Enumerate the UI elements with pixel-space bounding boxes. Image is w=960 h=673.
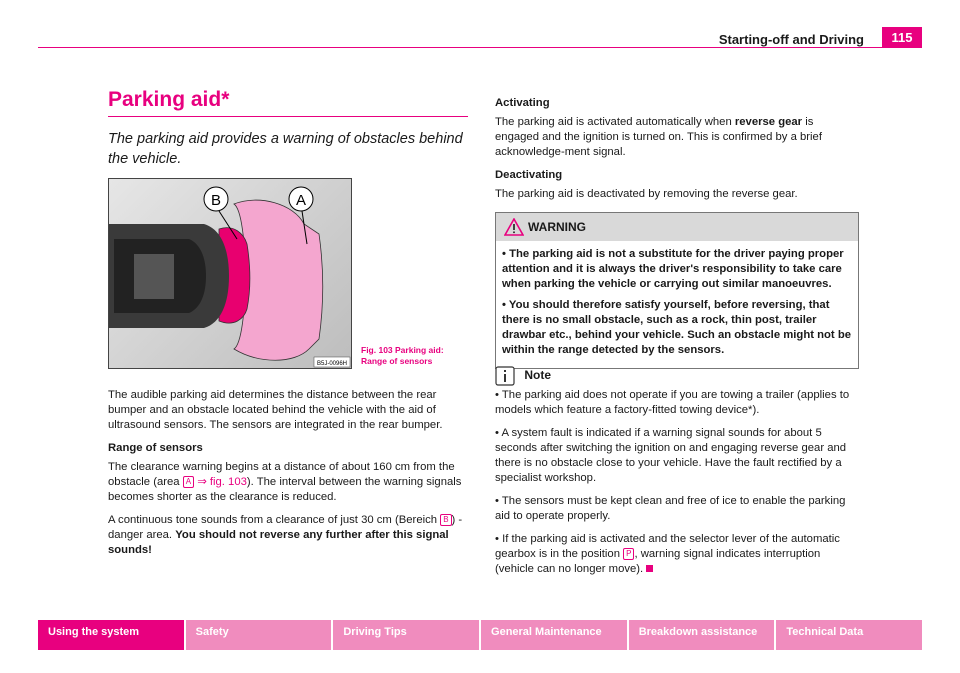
figure-parking-aid xyxy=(108,178,352,369)
note-body xyxy=(495,388,857,585)
section-title: Parking aid* xyxy=(108,88,468,117)
right-body xyxy=(495,96,857,210)
figure-caption-line1: Fig. 103 Parking aid: xyxy=(361,345,444,355)
activating-bold: reverse gear xyxy=(734,116,803,128)
figure-code: B5J-0096H xyxy=(316,361,348,367)
note-item: • The parking aid does not operate if you are towing a trailer (applies to models which feature a factory-fitted towing device*). xyxy=(495,389,850,416)
note-item-text: A system fault is indicated if a warning signal sounds for about 5 seconds after switching the ignition on and engaging reverse gear and there is no obstacle close to your vehicle. Have the fault rectified by a specialist workshop. xyxy=(495,427,847,484)
warning-body xyxy=(496,241,858,368)
warning-box xyxy=(495,212,859,369)
note-item-text: The sensors must be kept clean and free of ice to enable the parking aid to operate properly. xyxy=(495,495,846,522)
page-header-title: Starting-off and Driving xyxy=(718,32,864,47)
section-subtitle: The parking aid provides a warning of obstacles behind the vehicle. xyxy=(108,131,463,167)
note-last-text-2: , warning signal indicates interruption (vehicle can no longer move). xyxy=(495,548,821,575)
continuous-tone-paragraph xyxy=(108,513,468,558)
warning-item-text: You should therefore satisfy yourself, before reversing, that there is no small obstacle, such as a rock, thin post, trailer drawbar etc., behind your vehicle. Such an obstacle might not be within the range detected by the sensors. xyxy=(502,299,852,356)
warning-triangle-icon xyxy=(504,218,524,236)
warning-header xyxy=(496,213,858,241)
cont-text-1: A continuous tone sounds from a clearance of just 30 cm (Bereich xyxy=(108,514,438,526)
activating-heading: Activating xyxy=(495,97,550,109)
label-b: B xyxy=(210,192,222,209)
activating-text-2: is engaged and the ignition is turned on. This is confirmed by a brief acknowledge-ment signal. xyxy=(495,116,822,158)
deactivating-heading: Deactivating xyxy=(495,169,563,181)
fig-reference-link[interactable]: ⇒ fig. 103 xyxy=(197,476,247,488)
tab-breakdown-assistance[interactable]: Breakdown assistance xyxy=(629,620,777,650)
deactivating-paragraph: The parking aid is deactivated by removing the reverse gear. xyxy=(495,188,798,200)
tab-driving-tips[interactable]: Driving Tips xyxy=(333,620,481,650)
label-a: A xyxy=(295,192,307,209)
figure-caption-line2: Range of sensors xyxy=(361,356,433,366)
range-text-2: ). The interval between the warning signals becomes shorter as the clearance is reduced. xyxy=(108,476,462,503)
note-last-text-1: If the parking aid is activated and the selector lever of the automatic gearbox is in the position xyxy=(495,533,840,560)
warning-item: • You should therefore satisfy yourself, before reversing, that there is no small obstacle, such as a rock, thin post, trailer drawbar etc., behind your vehicle. Such an obstacle might not be within the range detected by the sensors. xyxy=(502,299,852,356)
note-item: • The sensors must be kept clean and free of ice to enable the parking aid to operate properly. xyxy=(495,495,846,522)
tab-general-maintenance[interactable]: General Maintenance xyxy=(481,620,629,650)
range-paragraph xyxy=(108,460,468,505)
figure-caption xyxy=(361,345,444,367)
position-p-chip: P xyxy=(623,548,634,560)
page-number: 115 xyxy=(882,27,922,48)
warning-item-text: The parking aid is not a substitute for the driver paying proper attention and it is always the driver's responsibility to take care when parking the vehicle or carrying out similar manoeuvres. xyxy=(502,248,844,290)
note-header xyxy=(495,364,551,386)
note-item: • A system fault is indicated if a warning signal sounds for about 5 seconds after switching the ignition on and engaging reverse gear and there is no obstacle close to your vehicle. Have the fault rectified by a specialist workshop. xyxy=(495,427,847,484)
footer-nav xyxy=(38,620,922,650)
area-b-chip: B xyxy=(440,514,451,526)
warning-title: WARNING xyxy=(528,220,586,234)
tab-safety[interactable]: Safety xyxy=(186,620,334,650)
end-marker-icon xyxy=(646,565,653,572)
left-column-heading xyxy=(108,88,468,169)
note-item-text: The parking aid does not operate if you are towing a trailer (applies to models which feature a factory-fitted towing device*). xyxy=(495,389,850,416)
tab-using-the-system[interactable]: Using the system xyxy=(38,620,186,650)
parking-aid-illustration xyxy=(109,179,351,368)
range-text-1: The clearance warning begins at a distance of about 160 cm from the obstacle (area xyxy=(108,461,455,488)
note-title: Note xyxy=(524,368,552,382)
range-heading: Range of sensors xyxy=(108,442,203,454)
activating-text-1: The parking aid is activated automatically when xyxy=(495,116,732,128)
note-icon xyxy=(495,366,515,386)
car-sunroof xyxy=(134,254,174,299)
cont-bold-text: You should not reverse any further after this signal sounds! xyxy=(108,529,449,556)
intro-paragraph: The audible parking aid determines the distance between the rear bumper and an obstacle located behind the vehicle with the aid of ultrasound sensors. The sensors are integrated in the rear bumper. xyxy=(108,389,443,431)
area-a-chip: A xyxy=(183,476,194,488)
cont-text-2: ) - danger area. xyxy=(108,514,463,541)
note-item: • If the parking aid is activated and the selector lever of the automatic gearbox is in the position P , warning signal indicates interruption (vehicle can no longer move). xyxy=(495,533,840,575)
header-rule xyxy=(38,47,922,48)
activating-paragraph xyxy=(495,115,857,160)
tab-technical-data[interactable]: Technical Data xyxy=(776,620,922,650)
warning-item: • The parking aid is not a substitute for the driver paying proper attention and it is always the driver's responsibility to take care when parking the vehicle or carrying out similar manoeuvres. xyxy=(502,248,844,290)
left-body xyxy=(108,388,468,566)
